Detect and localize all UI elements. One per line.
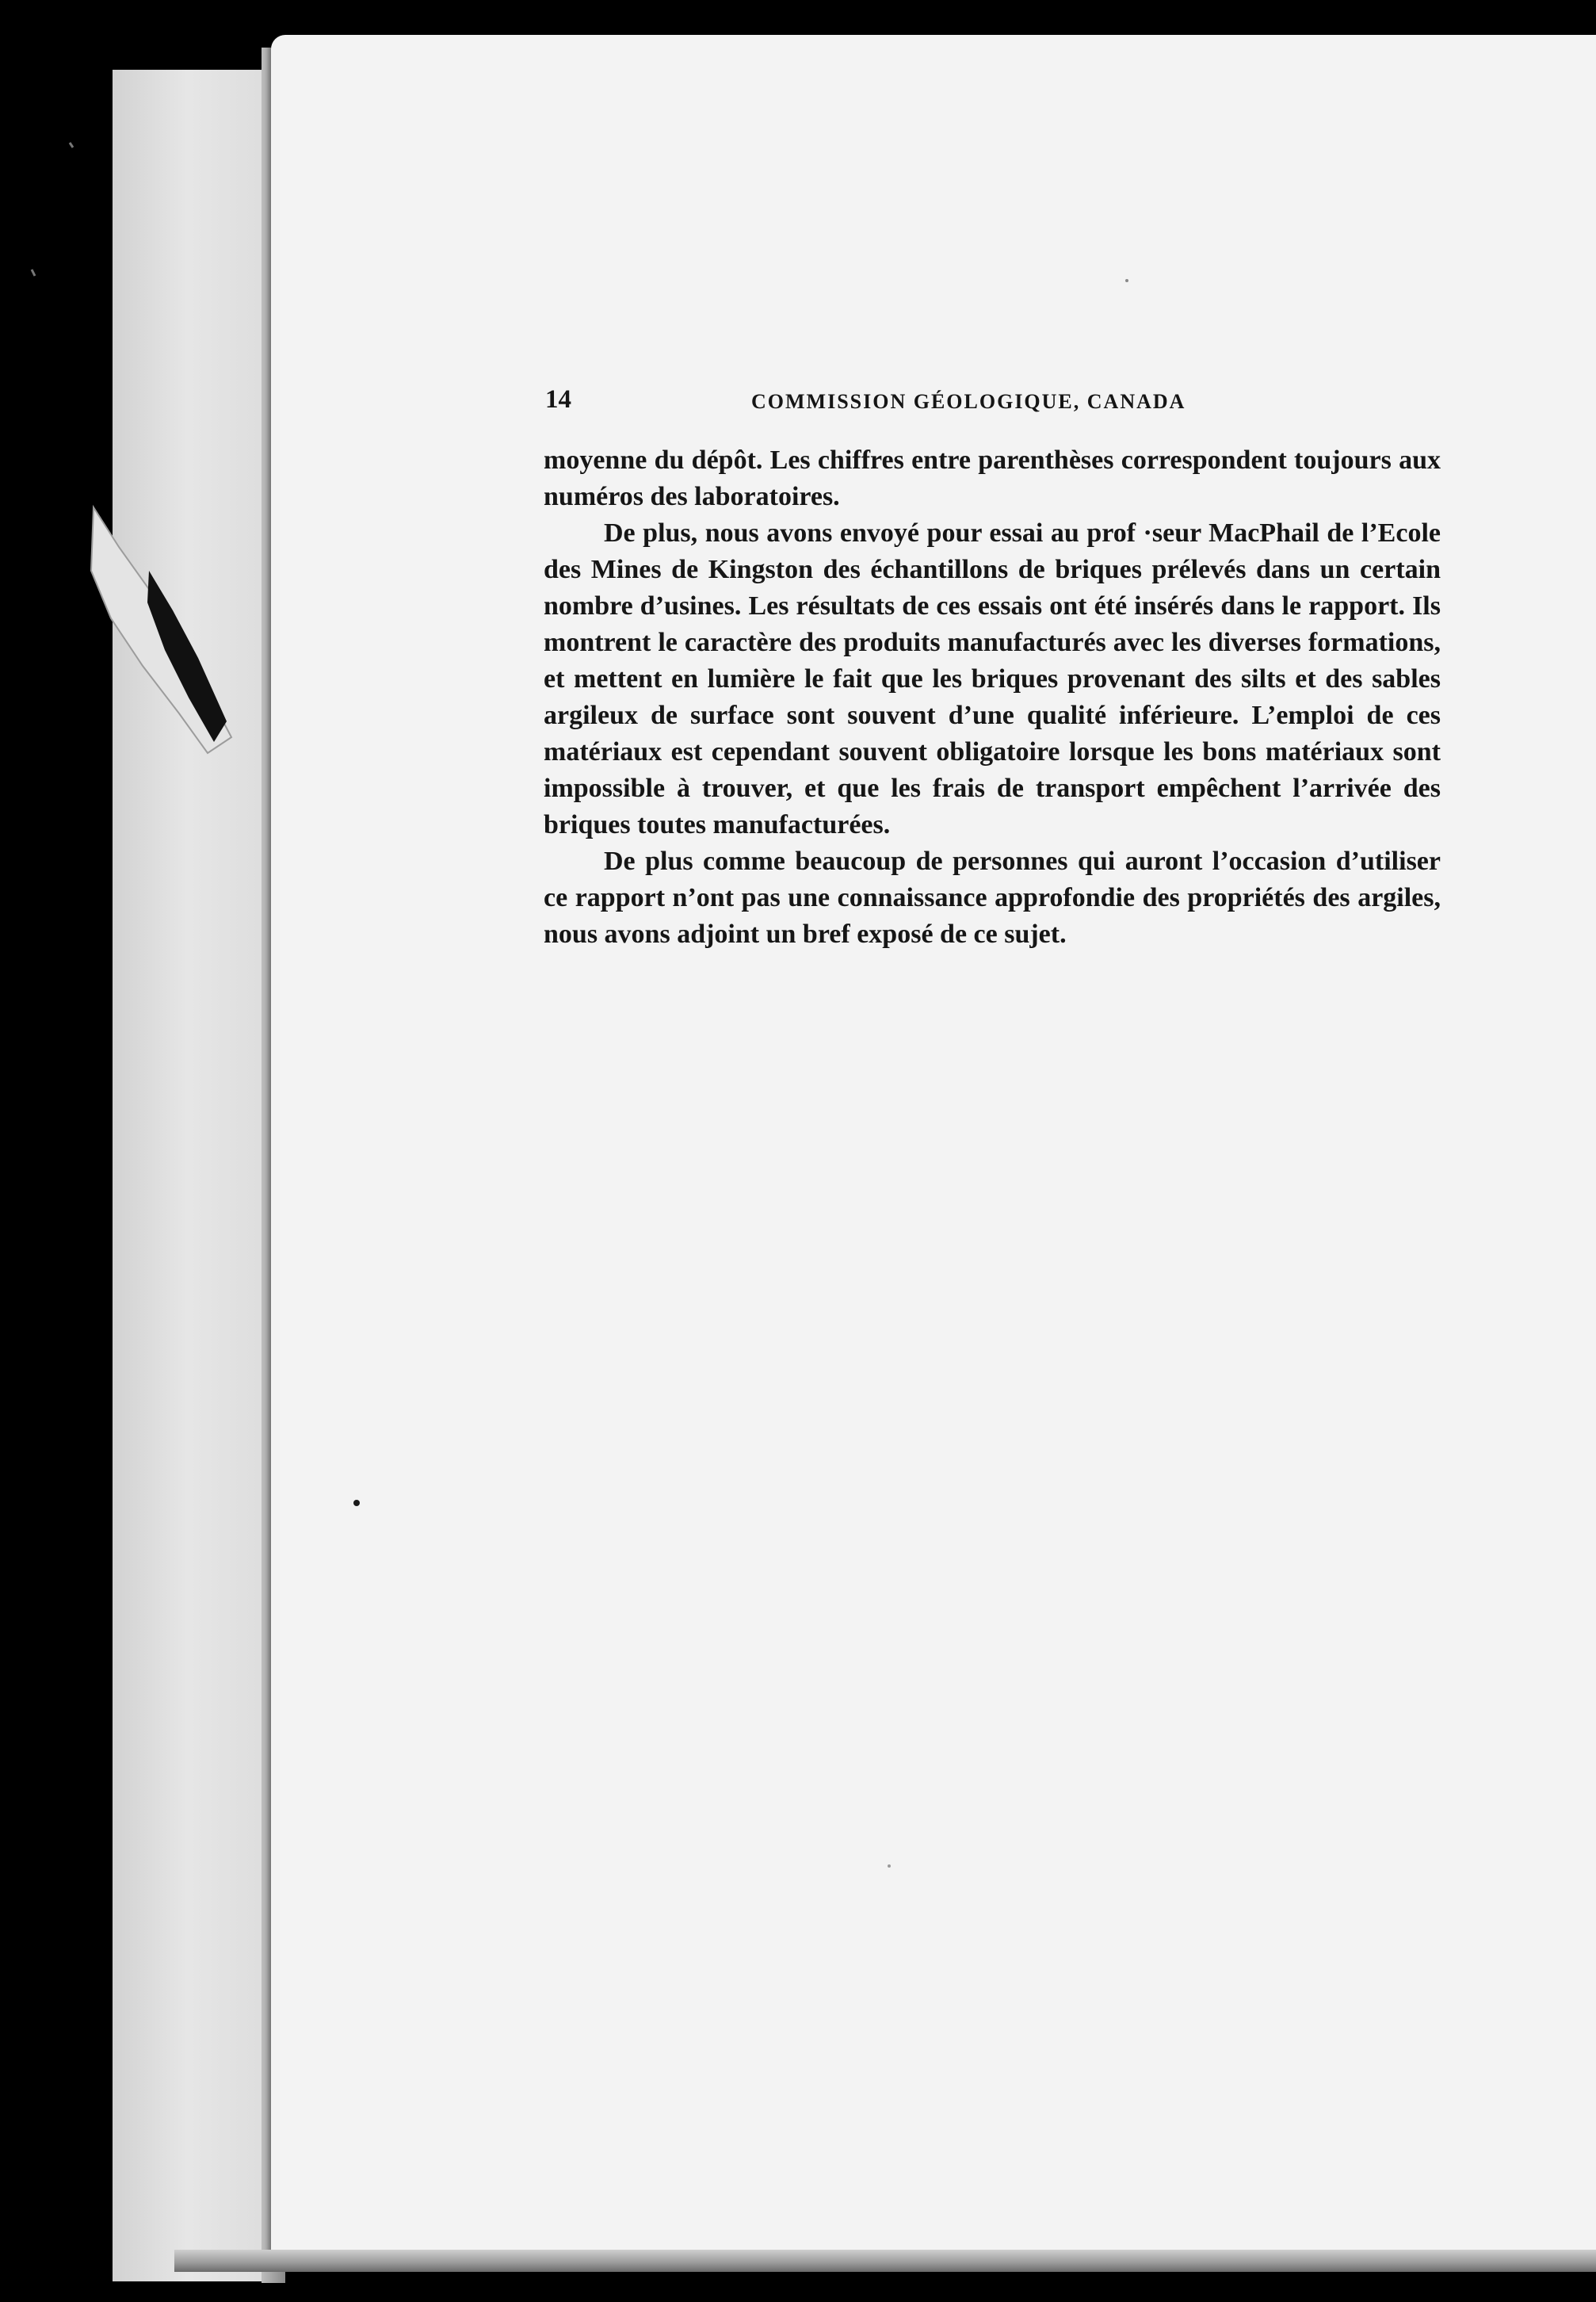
page-number: 14 (545, 385, 571, 414)
page-header (545, 385, 1441, 417)
page-bottom-edge (174, 2250, 1596, 2272)
ink-speck (353, 1500, 360, 1506)
ink-speck (888, 1864, 891, 1868)
paragraph: moyenne du dépôt. Les chiffres entre parenthèses correspondent toujours aux numéros des laboratoires. (544, 445, 1441, 511)
previous-page-strip (113, 70, 279, 2281)
running-head: COMMISSION GÉOLOGIQUE, CANADA (751, 390, 1186, 413)
page-sheet (271, 35, 1596, 2264)
ink-speck (1125, 279, 1128, 282)
paragraph: De plus comme beaucoup de personnes qui auront l’occasion d’utiliser ce rapport n’ont pas une connaissance approfondie des propriétés des argiles, nous avons adjoint un bref exposé de ce sujet. (544, 847, 1441, 949)
paragraph: De plus, nous avons envoyé pour essai au prof ·seur MacPhail de l’Ecole des Mines de Kingston des échantillons de briques prélevés dans un certain nombre d’usines. Les résultats de ces essais ont été insérés dans le rapport. Ils montrent le caractère des produits manufacturés avec les diverses formations, et mettent en lumière le fait que les briques provenant des silts et des sables argileux de surface sont souvent d’une qualité inférieure. L’emploi de ces matériaux est cependant souvent obligatoire lorsque les bons matériaux sont impossible à trouver, et que les frais de transport empêchent l’arrivée des briques toutes manufacturées. (544, 518, 1441, 839)
body-text (544, 442, 1441, 953)
